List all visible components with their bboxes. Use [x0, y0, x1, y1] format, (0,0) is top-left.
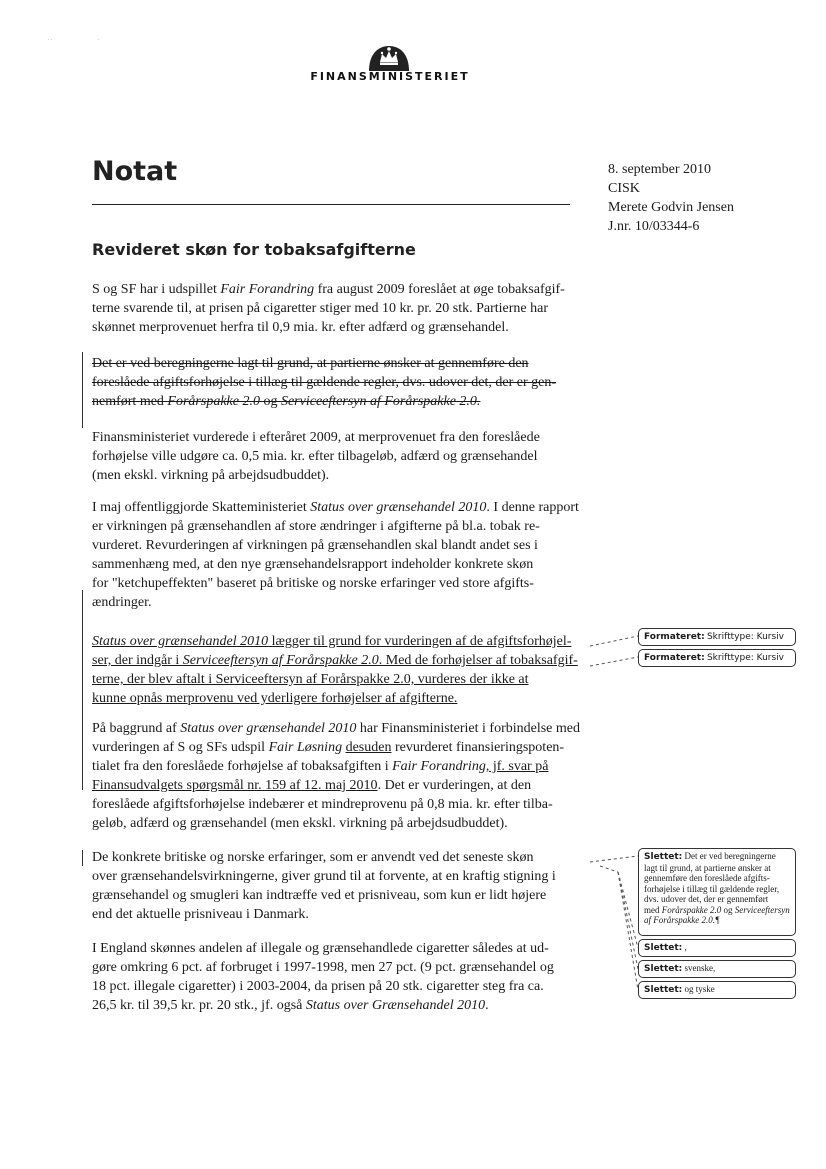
- comment-text: svenske,: [684, 963, 716, 973]
- text: 26,5 kr. til 39,5 kr. pr. 20 stk., jf. også: [92, 998, 306, 1013]
- deleted-text-italic: Serviceeftersyn af Forårspakke 2.0.: [280, 394, 481, 409]
- section-heading: Revideret skøn for tobaksafgifterne: [92, 240, 416, 259]
- comment-label: Formateret:: [644, 632, 705, 642]
- deletion-comment[interactable]: [638, 981, 796, 999]
- comment-label: Slettet:: [644, 985, 683, 995]
- comment-label: Slettet:: [644, 852, 683, 862]
- text-italic: Status over grænsehandel 2010: [310, 500, 487, 515]
- deleted-text-italic: Forårspakke 2.0: [167, 394, 260, 409]
- text: erfaringer, som er anvendt ved det seneste skøn: [264, 850, 534, 865]
- text: .: [485, 998, 489, 1013]
- text: S og SF har i udspillet: [92, 282, 221, 297]
- document-author: Merete Godvin Jensen: [608, 200, 734, 215]
- comment-text: ,: [684, 942, 687, 952]
- comment-text: forhøjelse i tillæg til gældende regler,: [644, 883, 780, 894]
- document-title: Notat: [92, 156, 178, 187]
- text: . Det er vurderingen, at den: [377, 778, 532, 793]
- inserted-text: , jf. svar på: [485, 759, 549, 774]
- text: vurderet. Revurderingen af virkningen på grænsehandlen skal blandt andet ses i: [92, 538, 538, 553]
- text: og: [206, 850, 228, 865]
- text: I maj offentliggjorde Skatteministeriet: [92, 500, 311, 515]
- text: for "ketchupeffekten" baseret på britiske og norske erfaringer ved store afgifts-: [92, 576, 534, 591]
- text: (men ekskl. virkning på arbejdsudbuddet).: [92, 468, 330, 483]
- deleted-text: og: [259, 394, 281, 409]
- text: fra august 2009 foreslået at øge tobaksafgif-: [314, 282, 565, 297]
- formatting-comment[interactable]: [638, 649, 796, 667]
- comment-label: Slettet:: [644, 943, 683, 953]
- comment-text-italic: Forårspakke 2.0: [661, 904, 722, 915]
- scan-speck: .: [98, 36, 100, 42]
- text: De konkrete britiske: [92, 850, 207, 865]
- inserted-text: terne, der blev aftalt i Serviceeftersyn af Forårspakke 2.0, vurderes der ikke at: [92, 672, 529, 687]
- text: grænsehandel og smugleri kan indtræffe ved et prisniveau, som kun er lidt højere: [92, 888, 547, 903]
- deleted-text: foreslåede afgiftsforhøjelse i tillæg til gældende regler, dvs. udover det, der er gen-: [92, 375, 557, 390]
- text: forhøjelse ville udgøre ca. 0,5 mia. kr. efter tilbageløb, adfærd og grænsehandel: [92, 449, 538, 464]
- comment-text: med: [644, 904, 662, 915]
- inserted-text: Finansudvalgets spørgsmål nr. 159 af 12. maj 2010: [92, 778, 378, 793]
- deleted-text: nemført med: [92, 394, 168, 409]
- text: har Finansministeriet i forbindelse med: [356, 721, 580, 736]
- text: over grænsehandelsvirkningerne, giver grund til at forvente, at en kraftig stigning i: [92, 869, 556, 884]
- text: På baggrund af: [92, 721, 181, 736]
- text: end det aktuelle prisniveau i Danmark.: [92, 907, 309, 922]
- text-italic: Status over Grænsehandel 2010: [305, 998, 486, 1013]
- text: . I denne rapport: [486, 500, 579, 515]
- deleted-text: Det er ved beregningerne lagt til grund, at partierne ønsker at gennemføre den: [92, 356, 529, 371]
- comment-text: Skrifttype: Kursiv: [706, 653, 785, 663]
- ministry-name: FINANSMINISTERIET: [310, 70, 470, 83]
- deletion-comment[interactable]: [638, 848, 796, 936]
- comment-text: og: [721, 904, 735, 915]
- comment-text: og tyske: [684, 984, 715, 994]
- text: geløb, adfærd og grænsehandel (men ekskl. virkning på arbejdsudbuddet).: [92, 816, 508, 831]
- comment-text-italic: Serviceeftersyn: [734, 904, 790, 915]
- text: terne svarende til, at prisen på cigaretter stiger med 10 kr. pr. 20 stk. Partierne har: [92, 301, 549, 316]
- inserted-text-italic: Serviceeftersyn af Forårspakke 2.0: [182, 653, 379, 668]
- text-italic: Fair Løsning: [268, 740, 343, 755]
- text: tialet fra den foreslåede forhøjelse af tobaksafgiften i: [92, 759, 393, 774]
- formatting-comment[interactable]: [638, 628, 796, 646]
- text: revurderet finansieringspoten-: [391, 740, 565, 755]
- text: vurderingen af S og SFs udspil: [92, 740, 269, 755]
- text-italic: Fair Forandring: [392, 759, 486, 774]
- inserted-text: . Med de forhøjelser af tobaksafgif-: [378, 653, 578, 668]
- text: Finansministeriet vurderede i efteråret 2009, at merprovenuet fra den foreslåede: [92, 430, 540, 445]
- inserted-text: kunne opnås merprovenu ved yderligere forhøjelser af afgifterne.: [92, 691, 458, 706]
- text: ændringer.: [92, 595, 152, 610]
- journal-number: J.nr. 10/03344-6: [608, 219, 700, 234]
- document-initials: CISK: [608, 181, 640, 196]
- text: I England skønnes andelen af illegale og grænsehandlede cigaretter således at ud-: [92, 941, 549, 956]
- text: 18 pct. illegale cigaretter) i 2003-2004, da prisen på 20 stk. cigaretter steg fra ca.: [92, 979, 544, 994]
- comment-label: Slettet:: [644, 964, 683, 974]
- comment-label: Formateret:: [644, 653, 705, 663]
- text: foreslåede afgiftsforhøjelse indebærer et mindreprovenu på 0,8 mia. kr. efter tilba-: [92, 797, 553, 812]
- text-italic: Fair Forandring: [220, 282, 315, 297]
- scan-speck: . .: [48, 36, 53, 42]
- comment-text: Det er ved beregningerne: [684, 851, 776, 861]
- text: norske: [227, 850, 265, 865]
- inserted-text: ser, der indgår i: [92, 653, 183, 668]
- comment-text: dvs. udover det, der er gennemført: [644, 894, 769, 904]
- comment-text: lagt til grund, at partierne ønsker at: [644, 862, 771, 873]
- text: skønnet merprovenuet herfra til 0,9 mia. kr. efter adfærd og grænsehandel.: [92, 320, 509, 335]
- deletion-comment[interactable]: [638, 939, 796, 957]
- inserted-text-italic: Status over grænsehandel 2010: [92, 634, 269, 649]
- comment-text-italic: af Forårspakke 2.0.¶: [644, 915, 720, 925]
- inserted-text: desuden: [345, 740, 392, 755]
- text: gøre omkring 6 pct. af forbruget i 1997-1998, men 27 pct. (9 pct. grænsehandel og: [92, 960, 554, 975]
- text: er virkningen på grænsehandlen af store ændringer i afgifterne på bl.a. tobak re-: [92, 519, 540, 534]
- comment-text: gennemføre den foreslåede afgifts-: [644, 873, 770, 883]
- document-date: 8. september 2010: [608, 162, 712, 177]
- text-italic: Status over grænsehandel 2010: [180, 721, 357, 736]
- text: sammenhæng med, at den nye grænsehandelsrapport indeholder konkrete skøn: [92, 557, 534, 572]
- comment-text: Skrifttype: Kursiv: [706, 632, 785, 642]
- deletion-comment[interactable]: [638, 960, 796, 978]
- inserted-text: lægger til grund for vurderingen af de afgiftsforhøjel-: [268, 634, 572, 649]
